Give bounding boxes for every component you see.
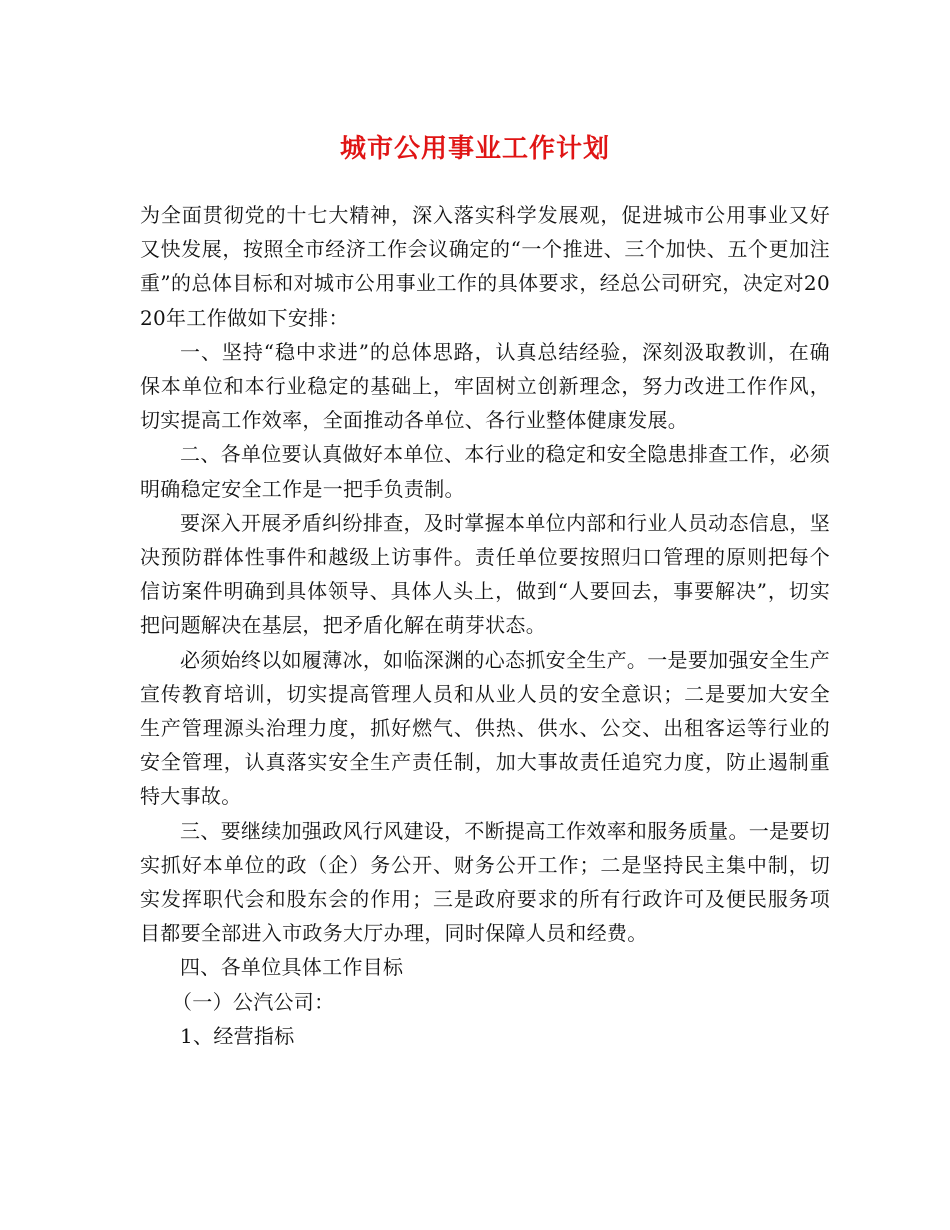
heading-section-4: 四、各单位具体工作目标 xyxy=(180,955,404,980)
document-body xyxy=(140,198,830,1053)
heading-operating-indicators: 1、经营指标 xyxy=(180,1023,295,1048)
heading-bus-company: （一）公汽公司： xyxy=(172,989,335,1014)
paragraph-section-2: 二、各单位要认真做好本单位、本行业的稳定和安全隐患排查工作，必须明确稳定安全工作是一把手负责制。 xyxy=(140,442,830,501)
paragraph-intro: 为全面贯彻党的十七大精神，深入落实科学发展观，促进城市公用事业又好又快发展，按照全市经济工作会议确定的“一个推进、三个加快、五个更加注重”的总体目标和对城市公用事业工作的具体要求，经总公司研究，决定对2020年工作做如下安排： xyxy=(140,203,830,330)
paragraph-section-1: 一、坚持“稳中求进”的总体思路，认真总结经验，深刻汲取教训，在确保本单位和本行业稳定的基础上，牢固树立创新理念，努力改进工作作风，切实提高工作效率，全面推动各单位、各行业整体健康发展。 xyxy=(140,339,830,433)
paragraph-dispute-check: 要深入开展矛盾纠纷排查，及时掌握本单位内部和行业人员动态信息，坚决预防群体性事件和越级上访事件。责任单位要按照归口管理的原则把每个信访案件明确到具体领导、具体人头上，做到“人要回去，事要解决”，切实把问题解决在基层，把矛盾化解在萌芽状态。 xyxy=(140,510,830,638)
document-title: 城市公用事业工作计划 xyxy=(339,134,610,164)
paragraph-safety-production: 必须始终以如履薄冰，如临深渊的心态抓安全生产。一是要加强安全生产宣传教育培训，切实提高管理人员和从业人员的安全意识；二是要加大安全生产管理源头治理力度，抓好燃气、供热、供水、公交、出租客运等行业的安全管理，认真落实安全生产责任制，加大事故责任追究力度，防止遏制重特大事故。 xyxy=(140,647,830,809)
paragraph-section-3: 三、要继续加强政风行风建设，不断提高工作效率和服务质量。一是要切实抓好本单位的政（企）务公开、财务公开工作；二是坚持民主集中制，切实发挥职代会和股东会的作用；三是政府要求的所有行政许可及便民服务项目都要全部进入市政务大厅办理，同时保障人员和经费。 xyxy=(140,818,830,946)
